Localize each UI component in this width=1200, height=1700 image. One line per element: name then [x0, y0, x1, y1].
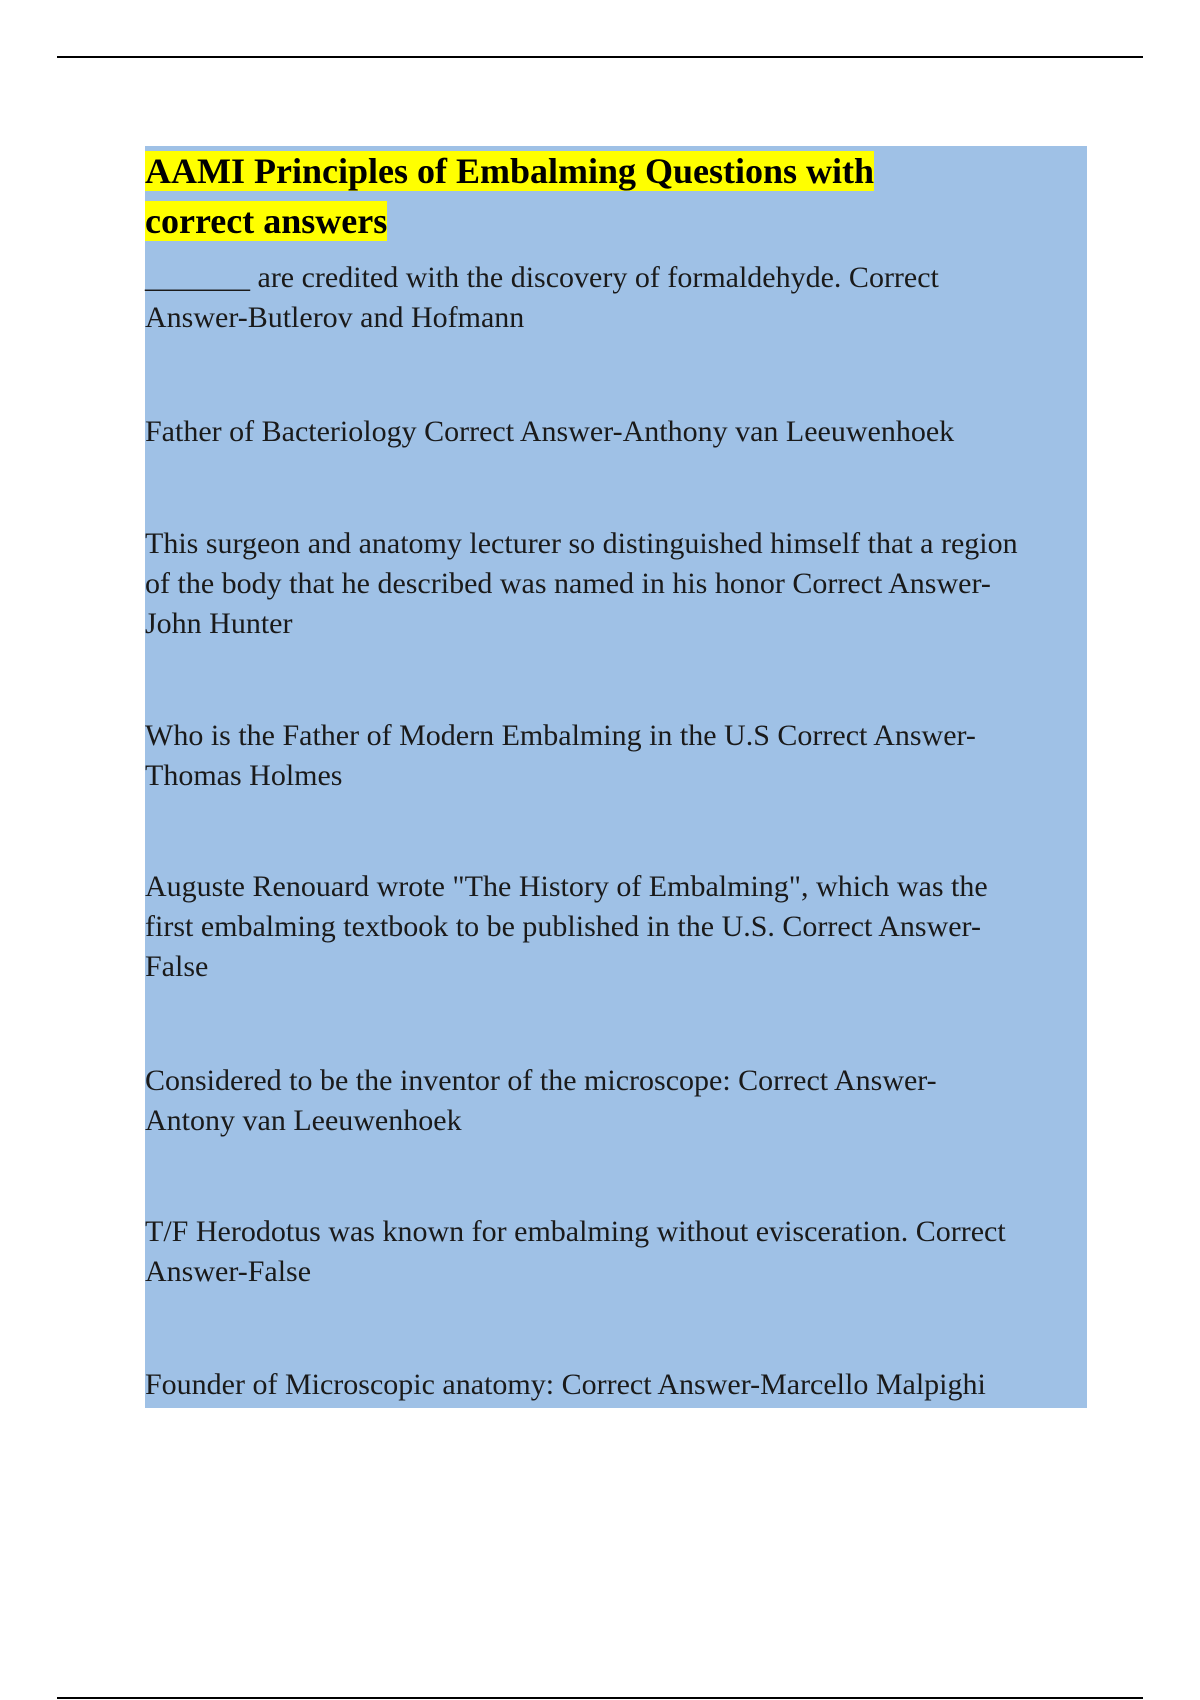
- qa-line: of the body that he described was named in his honor Correct Answer-: [145, 567, 991, 600]
- qa-line: This surgeon and anatomy lecturer so distinguished himself that a region: [145, 527, 1018, 560]
- qa-line: first embalming textbook to be published in the U.S. Correct Answer-: [145, 910, 981, 943]
- document-content-block: [145, 146, 1087, 1408]
- qa-line: T/F Herodotus was known for embalming without evisceration. Correct: [145, 1215, 1006, 1248]
- qa-item-4: [145, 716, 1087, 796]
- qa-item-3: [145, 524, 1087, 644]
- qa-item-7: [145, 1212, 1087, 1292]
- qa-item-6: [145, 1061, 1087, 1141]
- qa-line: Thomas Holmes: [145, 759, 343, 792]
- qa-line: John Hunter: [145, 607, 293, 640]
- title-line-2: correct answers: [145, 201, 388, 241]
- footer-rule: [57, 1697, 1143, 1699]
- qa-line: _______ are credited with the discovery of formaldehyde. Correct: [145, 261, 939, 294]
- qa-line: Auguste Renouard wrote "The History of Embalming", which was the: [145, 870, 988, 903]
- qa-item-1: [145, 258, 1087, 338]
- qa-item-8: [145, 1365, 1087, 1405]
- qa-item-2: [145, 412, 1087, 452]
- qa-line: Founder of Microscopic anatomy: Correct Answer-Marcello Malpighi: [145, 1368, 986, 1401]
- qa-line: Answer-Butlerov and Hofmann: [145, 301, 525, 334]
- title-line-1: AAMI Principles of Embalming Questions with: [145, 151, 875, 191]
- qa-line: Who is the Father of Modern Embalming in the U.S Correct Answer-: [145, 719, 976, 752]
- document-title: [145, 146, 1045, 246]
- qa-line: Considered to be the inventor of the microscope: Correct Answer-: [145, 1064, 937, 1097]
- qa-item-5: [145, 867, 1087, 987]
- qa-line: False: [145, 950, 209, 983]
- qa-line: Answer-False: [145, 1255, 312, 1288]
- header-rule: [57, 56, 1143, 58]
- qa-line: Father of Bacteriology Correct Answer-Anthony van Leeuwenhoek: [145, 415, 955, 448]
- qa-line: Antony van Leeuwenhoek: [145, 1104, 462, 1137]
